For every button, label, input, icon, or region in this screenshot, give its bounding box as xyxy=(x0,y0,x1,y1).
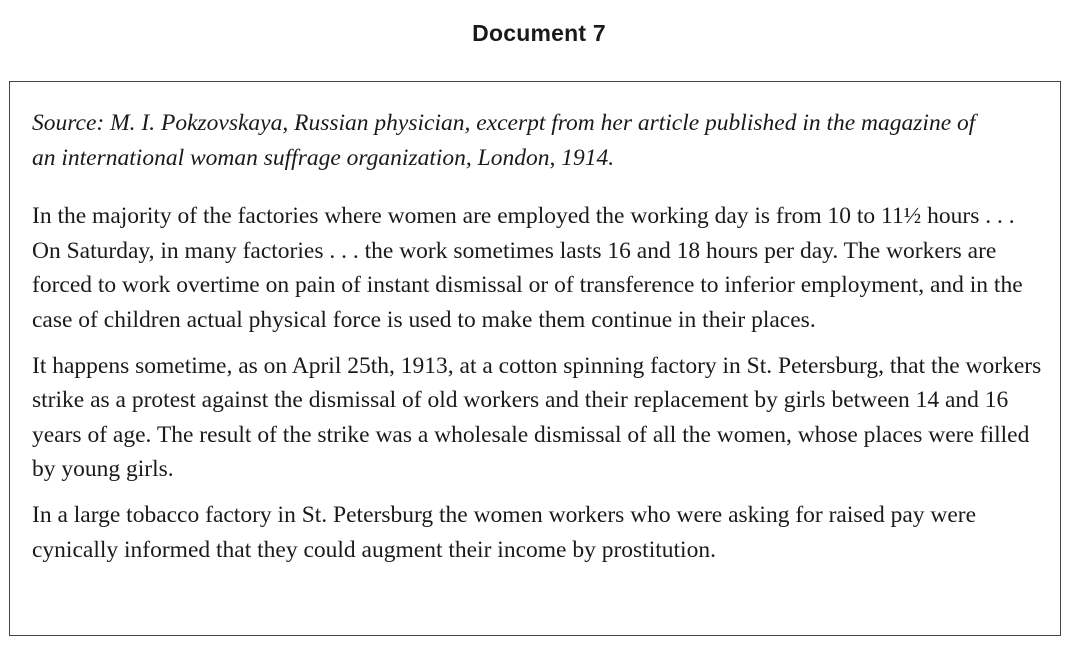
document-excerpt-content xyxy=(32,106,1052,578)
document-excerpt-box xyxy=(9,81,1061,636)
document-title: Document 7 xyxy=(472,20,606,46)
excerpt-paragraph-1: In the majority of the factories where women are employed the working day is from 10 to 11½ hours . . . On Saturday, in many factories . . . the work sometimes lasts 16 and 18 hours per day. The workers are forced to work overtime on pain of instant dismissal or of transference to inferior employment, and in the case of children actual physical force is used to make them continue in their places. xyxy=(32,203,1023,333)
excerpt-paragraph-2: It happens sometime, as on April 25th, 1913, at a cotton spinning factory in St. Petersburg, that the workers strike as a protest against the dismissal of old workers and their replacement by girls between 14 and 16 years of age. The result of the strike was a wholesale dismissal of all the women, whose places were filled by young girls. xyxy=(32,352,1042,483)
excerpt-paragraph-3: In a large tobacco factory in St. Petersburg the women workers who were asking for raised pay were cynically informed that they could augment their income by prostitution. xyxy=(32,501,977,563)
source-citation: Source: M. I. Pokzovskaya, Russian physician, excerpt from her article published in the magazine of an international woman suffrage organization, London, 1914. xyxy=(32,110,976,171)
